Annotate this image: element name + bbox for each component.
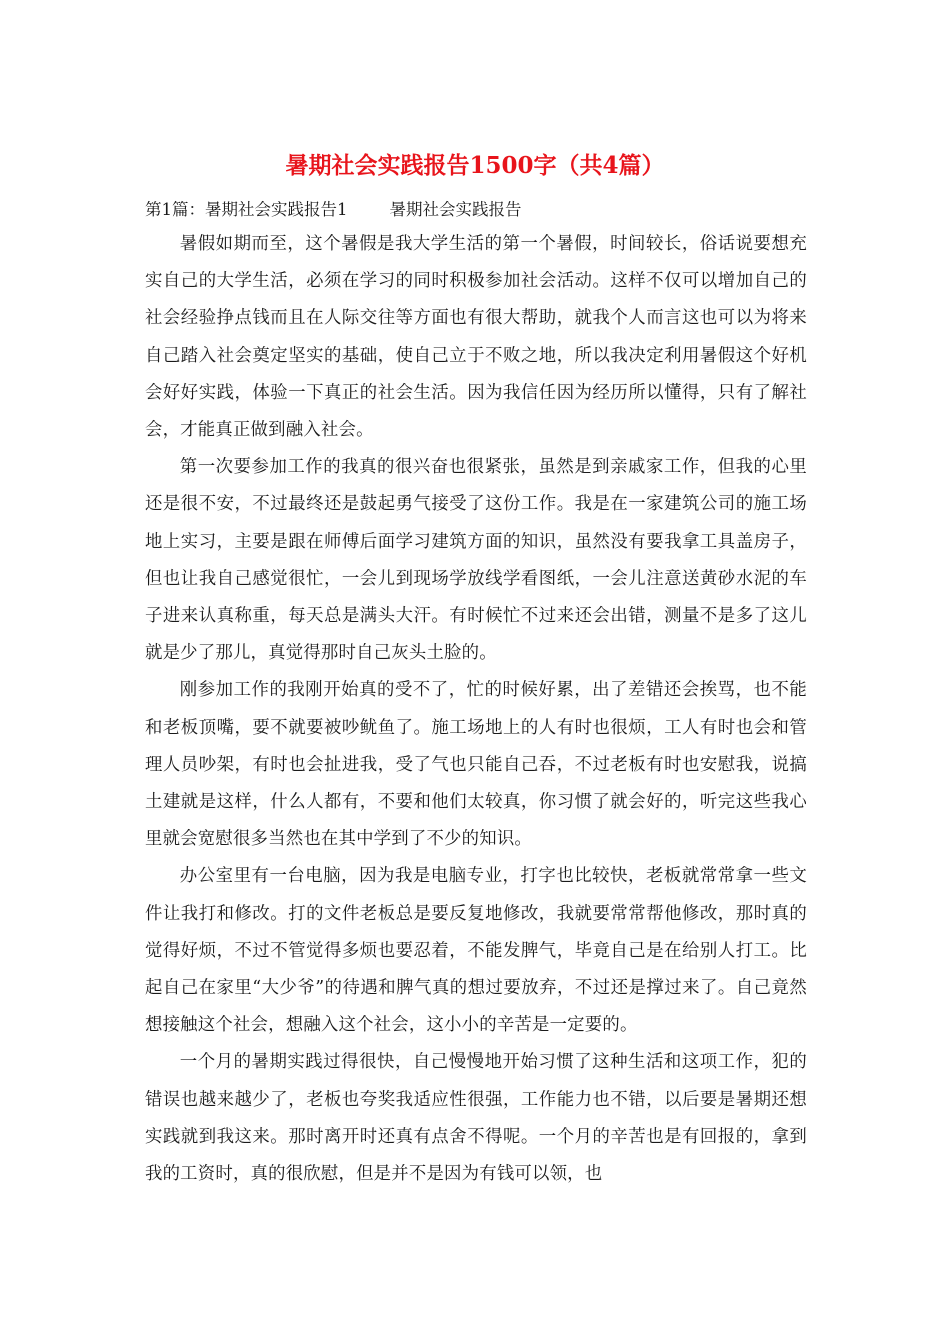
paragraph: 办公室里有一台电脑，因为我是电脑专业，打字也比较快，老板就常常拿一些文件让我打和修改。打的文件老板总是要反复地修改，我就要常常帮他修改，那时真的觉得好烦，不过不管觉得多烦也要忍着，不能发脾气，毕竟自己是在给别人打工。比起自己在家里“大少爷”的待遇和脾气真的想过要放弃，不过还是撑过来了。自己竟然想接触这个社会，想融入这个社会，这小小的辛苦是一定要的。 <box>145 866 807 1036</box>
section-label: 第1篇：暑期社会实践报告1 <box>145 200 348 219</box>
document-title: 暑期社会实践报告1500字（共4篇） <box>285 152 665 179</box>
section-heading <box>145 198 522 222</box>
paragraph: 第一次要参加工作的我真的很兴奋也很紧张，虽然是到亲戚家工作，但我的心里还是很不安，不过最终还是鼓起勇气接受了这份工作。我是在一家建筑公司的施工场地上实习，主要是跟在师傅后面学习建筑方面的知识，虽然没有要我拿工具盖房子，但也让我自己感觉很忙，一会儿到现场学放线学看图纸，一会儿注意送黄砂水泥的车子进来认真称重，每天总是满头大汗。有时候忙不过来还会出错，测量不是多了这儿就是少了那儿，真觉得那时自己灰头土脸的。 <box>145 457 807 664</box>
body-text <box>145 226 807 1193</box>
section-title: 暑期社会实践报告 <box>389 200 522 219</box>
paragraph: 刚参加工作的我刚开始真的受不了，忙的时候好累，出了差错还会挨骂，也不能和老板顶嘴，要不就要被吵鱿鱼了。施工场地上的人有时也很烦，工人有时也会和管理人员吵架，有时也会扯进我，受了气也只能自己吞，不过老板有时也安慰我，说搞土建就是这样，什么人都有，不要和他们太较真，你习惯了就会好的，听完这些我心里就会宽慰很多当然也在其中学到了不少的知识。 <box>145 680 807 850</box>
paragraph: 一个月的暑期实践过得很快，自己慢慢地开始习惯了这种生活和这项工作，犯的错误也越来越少了，老板也夸奖我适应性很强，工作能力也不错，以后要是暑期还想实践就到我这来。那时离开时还真有点舍不得呢。一个月的辛苦也是有回报的，拿到我的工资时，真的很欣慰，但是并不是因为有钱可以领，也 <box>145 1052 807 1185</box>
paragraph: 暑假如期而至，这个暑假是我大学生活的第一个暑假，时间较长，俗话说要想充实自己的大学生活，必须在学习的同时积极参加社会活动。这样不仅可以增加自己的社会经验挣点钱而且在人际交往等方面也有很大帮助，就我个人而言这也可以为将来自己踏入社会奠定坚实的基础，使自己立于不败之地，所以我决定利用暑假这个好机会好好实践，体验一下真正的社会生活。因为我信任因为经历所以懂得，只有了解社会，才能真正做到融入社会。 <box>145 234 807 441</box>
